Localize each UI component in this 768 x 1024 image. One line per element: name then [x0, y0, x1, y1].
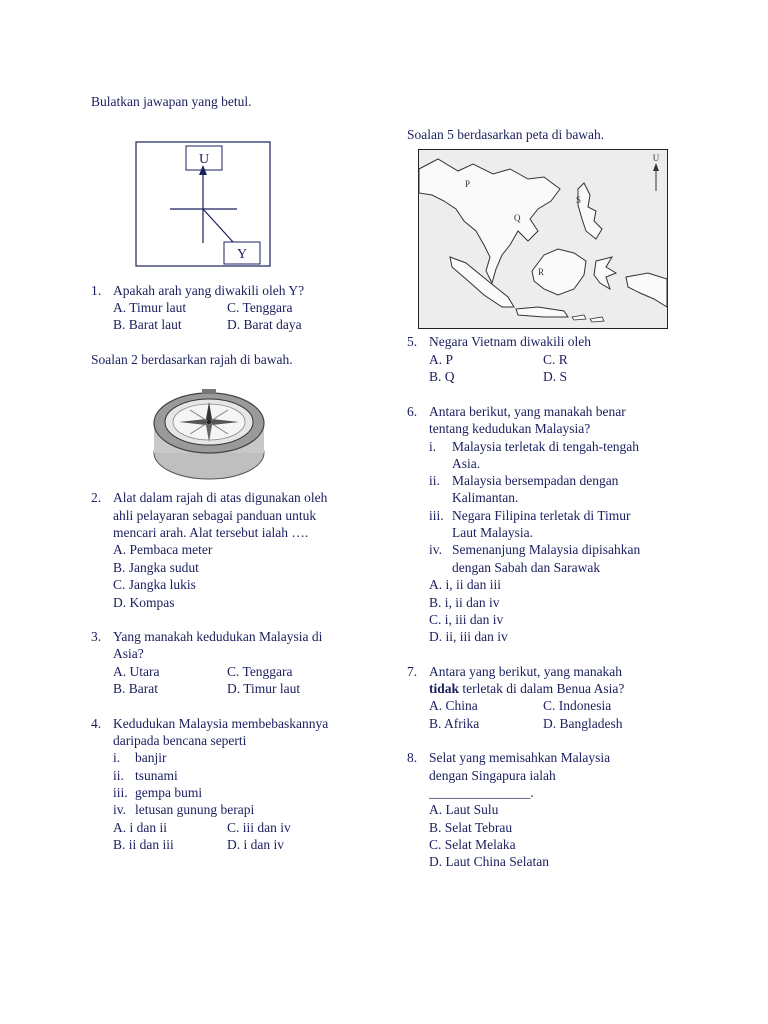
- q2-option-d[interactable]: D. Kompas: [113, 595, 175, 610]
- compass-image: [150, 383, 268, 483]
- q2-line-3: mencari arah. Alat tersebut ialah ….: [113, 525, 309, 540]
- q6-item-iii-line-1: Negara Filipina terletak di Timur: [452, 508, 631, 523]
- q4-item-iii-roman: iii.: [113, 785, 128, 800]
- q3-option-a[interactable]: A. Utara: [113, 664, 160, 679]
- q7-option-a[interactable]: A. China: [429, 698, 478, 713]
- q7-number: 7.: [407, 664, 418, 679]
- q4-item-iv-text: letusan gunung berapi: [135, 802, 255, 817]
- q8-option-c[interactable]: C. Selat Melaka: [429, 837, 516, 852]
- q4-item-i-roman: i.: [113, 750, 121, 765]
- q4-line-2: daripada bencana seperti: [113, 733, 247, 748]
- q7-emphasis: tidak: [429, 681, 460, 696]
- north-label: U: [198, 152, 210, 167]
- q5-option-a[interactable]: A. P: [429, 352, 454, 367]
- q4-option-b[interactable]: B. ii dan iii: [113, 837, 174, 852]
- q4-option-a[interactable]: A. i dan ii: [113, 820, 167, 835]
- map-label-p: P: [465, 179, 471, 189]
- q3-number: 3.: [91, 629, 102, 644]
- map-label-s: S: [576, 195, 582, 205]
- q3-line-2: Asia?: [113, 646, 144, 661]
- q2-option-b[interactable]: B. Jangka sudut: [113, 560, 199, 575]
- q6-option-a[interactable]: A. i, ii dan iii: [429, 577, 501, 592]
- q4-option-d[interactable]: D. i dan iv: [227, 837, 284, 852]
- q4-item-i-text: banjir: [135, 750, 167, 765]
- q5-option-d[interactable]: D. S: [543, 369, 568, 384]
- q4-option-c[interactable]: C. iii dan iv: [227, 820, 291, 835]
- q1-option-c[interactable]: C. Tenggara: [227, 300, 293, 315]
- q4-item-iv-roman: iv.: [113, 802, 126, 817]
- q6-item-iv-line-1: Semenanjung Malaysia dipisahkan: [452, 542, 641, 557]
- q4-number: 4.: [91, 716, 102, 731]
- q2-intro: Soalan 2 berdasarkan rajah di bawah.: [91, 352, 293, 367]
- q5-number: 5.: [407, 334, 418, 349]
- q6-item-i-line-2: Asia.: [452, 456, 481, 471]
- q3-option-c[interactable]: C. Tenggara: [227, 664, 293, 679]
- q8-line-1: Selat yang memisahkan Malaysia: [429, 750, 611, 765]
- q6-option-c[interactable]: C. i, iii dan iv: [429, 612, 504, 627]
- q4-item-iii-text: gempa bumi: [135, 785, 203, 800]
- q2-number: 2.: [91, 490, 102, 505]
- q1-option-b[interactable]: B. Barat laut: [113, 317, 182, 332]
- q8-line-2: dengan Singapura ialah: [429, 768, 556, 783]
- q2-line-1: Alat dalam rajah di atas digunakan oleh: [113, 490, 328, 505]
- q6-line-2: tentang kedudukan Malaysia?: [429, 421, 591, 436]
- q7-line-2-rest: terletak di dalam Benua Asia?: [459, 681, 625, 696]
- q4-line-1: Kedudukan Malaysia membebaskannya: [113, 716, 329, 731]
- q6-option-d[interactable]: D. ii, iii dan iv: [429, 629, 508, 644]
- q8-option-b[interactable]: B. Selat Tebrau: [429, 820, 513, 835]
- direction-diagram: [135, 141, 271, 267]
- q7-option-c[interactable]: C. Indonesia: [543, 698, 612, 713]
- q6-option-b[interactable]: B. i, ii dan iv: [429, 595, 500, 610]
- q7-line-2: [429, 680, 624, 697]
- q5-text: Negara Vietnam diwakili oleh: [429, 334, 592, 349]
- q6-line-1: Antara berikut, yang manakah benar: [429, 404, 626, 419]
- q6-item-i-roman: i.: [429, 439, 437, 454]
- q4-item-ii-roman: ii.: [113, 768, 124, 783]
- southeast-asia-map: [418, 149, 668, 329]
- q1-text: Apakah arah yang diwakili oleh Y?: [113, 283, 305, 298]
- q3-option-d[interactable]: D. Timur laut: [227, 681, 301, 696]
- q5-option-c[interactable]: C. R: [543, 352, 568, 367]
- map-north-label: U: [652, 153, 660, 163]
- q6-item-iv-line-2: dengan Sabah dan Sarawak: [452, 560, 601, 575]
- target-label: Y: [236, 247, 248, 262]
- q6-item-ii-line-2: Kalimantan.: [452, 490, 519, 505]
- q1-option-d[interactable]: D. Barat daya: [227, 317, 302, 332]
- q8-blank: _______________.: [429, 785, 534, 800]
- q6-item-i-line-1: Malaysia terletak di tengah-tengah: [452, 439, 640, 454]
- q1-option-a[interactable]: A. Timur laut: [113, 300, 187, 315]
- q6-item-ii-roman: ii.: [429, 473, 440, 488]
- q6-item-iii-line-2: Laut Malaysia.: [452, 525, 533, 540]
- q6-item-iii-roman: iii.: [429, 508, 444, 523]
- q5-option-b[interactable]: B. Q: [429, 369, 455, 384]
- q7-option-b[interactable]: B. Afrika: [429, 716, 480, 731]
- q3-line-1: Yang manakah kedudukan Malaysia di: [113, 629, 323, 644]
- q6-item-ii-line-1: Malaysia bersempadan dengan: [452, 473, 619, 488]
- q5-intro: Soalan 5 berdasarkan peta di bawah.: [407, 127, 605, 142]
- q8-number: 8.: [407, 750, 418, 765]
- q2-line-2: ahli pelayaran sebagai panduan untuk: [113, 508, 317, 523]
- q1-number: 1.: [91, 283, 102, 298]
- q2-option-a[interactable]: A. Pembaca meter: [113, 542, 213, 557]
- q2-option-c[interactable]: C. Jangka lukis: [113, 577, 196, 592]
- q6-item-iv-roman: iv.: [429, 542, 442, 557]
- map-label-r: R: [538, 267, 545, 277]
- q7-option-d[interactable]: D. Bangladesh: [543, 716, 623, 731]
- q4-item-ii-text: tsunami: [135, 768, 178, 783]
- q6-number: 6.: [407, 404, 418, 419]
- q8-option-d[interactable]: D. Laut China Selatan: [429, 854, 549, 869]
- q7-line-1: Antara yang berikut, yang manakah: [429, 664, 623, 679]
- q3-option-b[interactable]: B. Barat: [113, 681, 158, 696]
- instruction: Bulatkan jawapan yang betul.: [91, 94, 252, 109]
- map-label-q: Q: [514, 213, 521, 223]
- q8-option-a[interactable]: A. Laut Sulu: [429, 802, 499, 817]
